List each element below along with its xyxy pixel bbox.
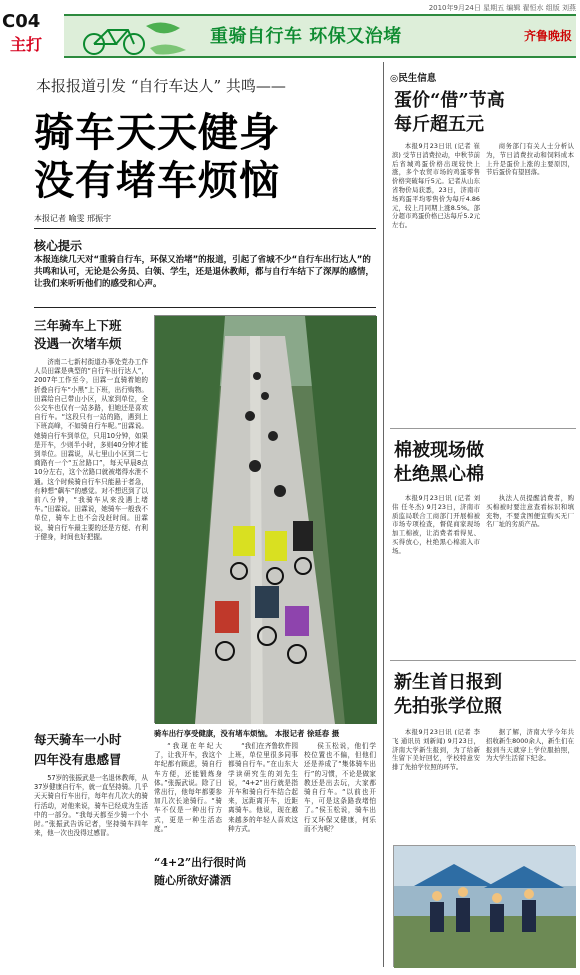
- paragraph: 据了解，济南大学今年共招收新生8000余人，新生们在报到当天就穿上学位服拍照，为大学生活留下纪念。: [486, 728, 574, 763]
- headline: 棉被现场做: [394, 440, 484, 461]
- headline: 蛋价“借”节高: [394, 90, 505, 111]
- page-banner: [64, 14, 576, 58]
- students-illustration: [394, 846, 576, 968]
- article-column: [34, 774, 148, 966]
- divider: [390, 660, 576, 661]
- paragraph: 侯玉松说，他们学校位置也不偏，但他们还是养成了“集体骑车出行”的习惯，不论是做家教还是出去玩，大家都骑自行车。“以前也开车，可是这条路我堵怕了。”侯玉松说，骑车出行又环保又健康，何乐而不为呢？: [304, 742, 376, 833]
- cyclists-illustration: [155, 316, 377, 724]
- paragraph: 本报9月23日讯 (记者 崔滨) 受节日消费拉动，中秋节前后省城鸡蛋价格出现较快上涨，多个农贸市场的鸡蛋零售价格突破每斤5元。记者从山东省物价局获悉，23日，济南市场鸡蛋平均零售价为每斤4.86元，较上月同期上涨8.5%。部分超市鸡蛋价格已达每斤5.2元左右。: [392, 142, 480, 230]
- article-column: [304, 742, 376, 966]
- summary-heading: 核心提示: [34, 239, 83, 253]
- bicycle-icon: [72, 18, 192, 56]
- page-section: 主打: [10, 35, 43, 54]
- byline: 本报记者 喻雯 邢振宇: [34, 214, 112, 223]
- article-column: [34, 358, 148, 726]
- divider: [34, 228, 376, 229]
- students-photo: [393, 845, 575, 967]
- divider: [34, 307, 376, 308]
- cyclists-photo: [154, 315, 376, 723]
- article-column: [486, 728, 574, 840]
- paragraph: “我现在年纪大了，让我开车，我这个年纪都有顾虑，骑自行车方便，还能锻炼身体。”张振武说。除了日常出行，他每年都要参加几次长途骑行。“骑车不仅是一种出行方式，更是一种生活态度。”: [154, 742, 222, 833]
- headline: 先拍张学位照: [394, 696, 502, 717]
- paragraph: 本报9月23日讯 (记者 李飞 通讯员 刘新闻) 9月23日，济南大学新生报到，为了给新生留下美好回忆，学校特意安排了先拍学位照的环节。: [392, 728, 480, 772]
- photo-caption: 骑车出行享受健康，没有堵车烦恼。 本报记者 徐延春 摄: [154, 729, 340, 738]
- kicker: 本报报道引发 “自行车达人” 共鸣——: [36, 77, 286, 95]
- page-number: C04: [2, 11, 41, 32]
- headline-line-1: 骑车天天健身: [34, 109, 280, 156]
- section-label: ◎民生信息: [390, 73, 437, 84]
- banner-title: 重骑自行车 环保又治堵: [210, 26, 402, 47]
- article-column: [392, 494, 480, 652]
- column-divider: [383, 62, 384, 967]
- headline: 每斤超五元: [394, 114, 484, 135]
- summary-text: 本报连续几天对“重骑自行车，环保又治堵”的报道，引起了省城不少“自行车出行达人”的共鸣和认可，无论是公务员、白领、学生，还是退休教师，都与自行车结下了深厚的感情，让我们来听听他们的感受和心声。: [34, 255, 375, 289]
- headline: 杜绝黑心棉: [394, 464, 484, 485]
- page-meta: 2010年9月24日 星期五 编辑 翟恒水 组版 刘燕: [428, 4, 576, 12]
- paragraph: 本报9月23日讯 (记者 刘伟 任冬杰) 9月23日，济南市质监局联合工商部门开展棉被市场专项检查，督促商家现场加工棉被，让消费者看得见、买得放心，杜绝黑心棉流入市场。: [392, 494, 480, 555]
- paragraph: 济南二七新村街道办事处党办工作人员田霖是典型的“自行车出行达人”，2007年工作至今，田霖一直骑着她的折叠自行车“小黑”上下班，出行购物。田霖给自己带山小区，从家到单位，全公交车也仅有一站多路，但她还是喜欢自行车。“这段只有一站的路，遇到上下班高峰，不如骑自行车呢。”田霖说。她骑自行车到单位，只用10分钟，如果是开车，少则半小时，多则40分钟才能到单位。田霖说，从七里山小区到二七商路有一个“五岔路口”，每天早晨8点10分左右，这个岔路口就被堵得水泄不通。这个时候骑自行车只能悬于者急，有种想“飙车”的感觉。对不想迟到了以前八分钟，“我骑车从来没遇上堵车。”田霖说。田霖说，她骑车一般我不单位，骑车上也不会没赶时间。田霖说，骑自行车最主要的还是方便、有利于健身，时间也好把握。: [34, 358, 148, 541]
- headline: 新生首日报到: [394, 672, 502, 693]
- divider: [390, 428, 576, 429]
- subheading: 四年没有患感冒: [34, 752, 122, 767]
- subheading: “4+2”出行很时尚: [154, 856, 247, 869]
- article-column: [486, 494, 574, 652]
- paragraph: “我们在齐鲁软件园上班，单位里很多同事都骑自行车。”在山东大学读研究生的刘先生说，“4+2”出行就是指开车和骑自行车结合起来，远距离开车，近距离骑车。他说，现在越来越多的年轻人喜欢这种方式。: [228, 742, 298, 833]
- article-column: [486, 142, 574, 420]
- paragraph: 57岁的张振武是一名退休教师，从37岁健康自行车，就一直坚持骑。几乎天天骑自行车出行，每年有几次大的骑行活动，对他来说，骑车已经成为生活中的一部分。“我每天都至少骑一个小时。”张振武告诉记者，坚持骑车四年来，他一次也没得过感冒。: [34, 774, 148, 838]
- article-column: [392, 728, 480, 840]
- paragraph: 商务部门有关人士分析认为，节日消费拉动和饲料成本上升是蛋价上涨的主要原因，节后蛋价有望回落。: [486, 142, 574, 177]
- paragraph: 执法人员提醒消费者，购买棉被时要注意查看标识和填充物，不要贪图便宜购买无厂名厂址的劣质产品。: [486, 494, 574, 529]
- headline-line-2: 没有堵车烦恼: [34, 157, 280, 204]
- subheading: 随心所欲好潇洒: [154, 874, 231, 887]
- subheading: 没遇一次堵车烦: [34, 336, 122, 351]
- article-column: [228, 742, 298, 966]
- subheading: 每天骑车一小时: [34, 732, 122, 747]
- newspaper-logo: 齐鲁晚报: [524, 29, 573, 43]
- article-column: [154, 742, 247, 966]
- subheading: 三年骑车上下班: [34, 318, 122, 333]
- article-column: [392, 142, 480, 420]
